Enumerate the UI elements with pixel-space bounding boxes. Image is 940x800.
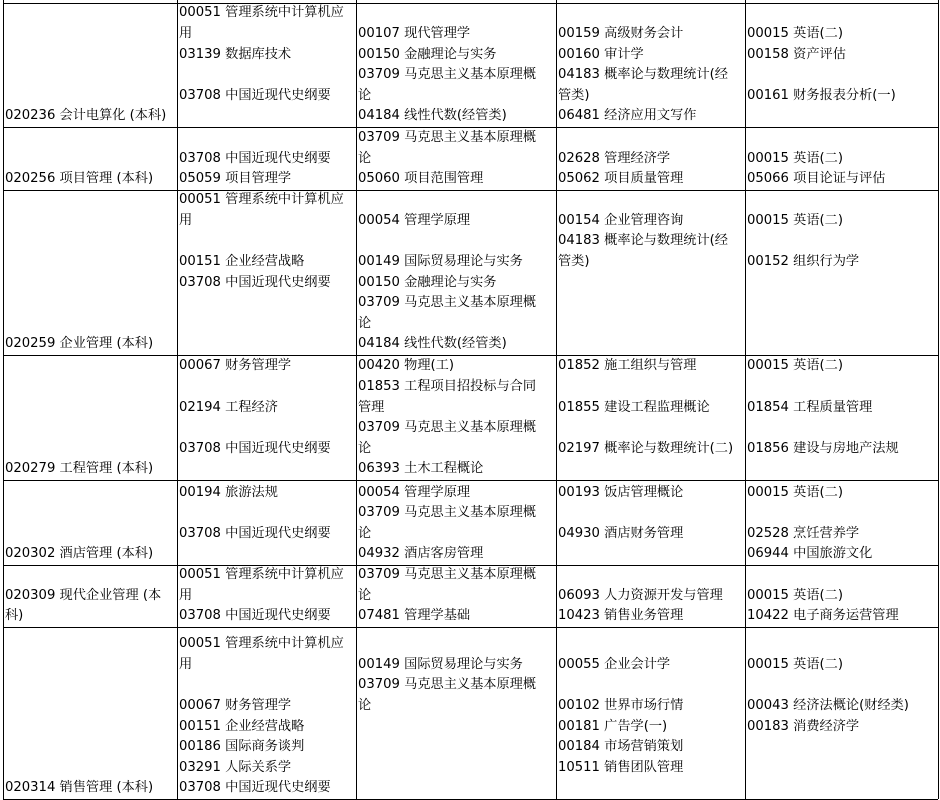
course-line xyxy=(747,777,937,798)
course-line: 05066 项目论证与评估 xyxy=(747,171,886,187)
course-line xyxy=(179,417,355,438)
course-line: 10422 电子商务运营管理 xyxy=(747,608,899,624)
major-cell xyxy=(5,627,176,799)
course-line xyxy=(179,543,355,564)
course-line: 03709 马克思主义基本原理概 xyxy=(358,67,537,83)
major-cell xyxy=(5,3,176,127)
course-line xyxy=(558,458,744,479)
course-line: 论 xyxy=(358,587,372,603)
course-cell xyxy=(358,355,555,480)
course-line xyxy=(179,292,355,313)
course-line: 03708 中国近现代史纲要 xyxy=(179,274,331,290)
course-cell xyxy=(747,127,937,190)
course-line: 10423 销售业务管理 xyxy=(558,608,684,624)
course-line xyxy=(747,376,937,397)
course-line xyxy=(358,777,555,798)
major-name: 020259 企业管理 (本科) xyxy=(5,336,154,352)
course-line: 00161 财务报表分析(一) xyxy=(747,87,896,103)
course-line: 用 xyxy=(179,656,193,672)
course-cell xyxy=(558,127,744,190)
course-line: 论 xyxy=(358,525,372,541)
course-cell xyxy=(179,127,355,190)
course-line xyxy=(358,736,555,757)
course-line: 04183 概率论与数理统计(经 xyxy=(558,233,728,249)
course-line xyxy=(358,230,555,251)
column-border xyxy=(938,0,939,799)
column-border xyxy=(3,0,4,799)
course-line: 00015 英语(二) xyxy=(747,26,843,41)
course-line: 03708 中国近现代史纲要 xyxy=(179,525,331,541)
column-border xyxy=(356,0,357,799)
course-line xyxy=(358,757,555,778)
course-line xyxy=(558,543,744,564)
course-line: 论 xyxy=(358,150,372,166)
course-line: 00159 高级财务会计 xyxy=(558,26,684,41)
course-line xyxy=(747,757,937,778)
major-name: 020302 酒店管理 (本科) xyxy=(5,546,154,562)
course-line: 00054 管理学原理 xyxy=(358,484,471,500)
course-line: 00051 管理系统中计算机应 xyxy=(179,636,344,652)
course-line: 00186 国际商务谈判 xyxy=(179,739,305,755)
course-line: 00194 旅游法规 xyxy=(179,484,278,500)
course-cell xyxy=(358,565,555,627)
course-line: 06481 经济应用文写作 xyxy=(558,108,697,124)
course-line: 05059 项目管理学 xyxy=(179,171,292,187)
course-line: 00015 英语(二) xyxy=(747,484,843,500)
course-line xyxy=(358,716,555,737)
course-line: 01854 工程质量管理 xyxy=(747,399,873,415)
course-cell xyxy=(358,127,555,190)
major-cell xyxy=(5,190,176,355)
course-line: 03708 中国近现代史纲要 xyxy=(179,780,331,796)
course-line xyxy=(558,189,744,210)
course-line xyxy=(747,564,937,585)
course-line: 00151 企业经营战略 xyxy=(179,718,305,734)
course-line: 论 xyxy=(358,698,372,713)
course-line xyxy=(747,674,937,695)
course-line xyxy=(558,777,744,798)
course-cell xyxy=(358,190,555,355)
course-line: 03709 马克思主义基本原理概 xyxy=(358,505,537,521)
course-line: 06393 土木工程概论 xyxy=(358,461,484,477)
course-line xyxy=(747,2,937,23)
course-line: 论 xyxy=(358,315,372,331)
course-line: 00420 物理(工) xyxy=(358,358,454,374)
course-line xyxy=(179,105,355,126)
course-cell xyxy=(558,565,744,627)
course-line: 00183 消费经济学 xyxy=(747,718,860,734)
course-line: 01855 建设工程监理概论 xyxy=(558,399,710,415)
course-line: 05062 项目质量管理 xyxy=(558,171,684,187)
course-line xyxy=(558,376,744,397)
course-line xyxy=(747,292,937,313)
course-line: 06093 人力资源开发与管理 xyxy=(558,587,723,603)
course-line xyxy=(747,458,937,479)
course-line: 02528 烹饪营养学 xyxy=(747,525,860,541)
course-line: 02197 概率论与数理统计(二) xyxy=(558,440,734,456)
course-line: 00151 企业经营战略 xyxy=(179,254,305,269)
course-line xyxy=(747,127,937,148)
course-line xyxy=(358,189,555,210)
major-name: 020309 现代企业管理 (本 xyxy=(5,587,162,603)
course-line: 论 xyxy=(358,87,372,103)
course-cell xyxy=(558,190,744,355)
course-line xyxy=(747,272,937,293)
course-line: 00181 广告学(一) xyxy=(558,718,668,734)
course-cell xyxy=(558,355,744,480)
course-line: 00107 现代管理学 xyxy=(358,26,471,41)
course-line xyxy=(179,313,355,334)
course-line: 00055 企业会计学 xyxy=(558,656,671,672)
course-line: 03709 马克思主义基本原理概 xyxy=(358,420,537,436)
course-line xyxy=(747,633,937,654)
major-name: 020314 销售管理 (本科) xyxy=(5,780,154,796)
course-line xyxy=(558,674,744,695)
course-line: 论 xyxy=(358,440,372,456)
course-line: 用 xyxy=(179,26,193,41)
course-line xyxy=(558,127,744,148)
course-line: 02628 管理经济学 xyxy=(558,150,671,166)
course-line xyxy=(558,2,744,23)
course-line: 03708 中国近现代史纲要 xyxy=(179,440,331,456)
course-line xyxy=(358,633,555,654)
major-cell xyxy=(5,480,176,565)
course-line: 03708 中国近现代史纲要 xyxy=(179,608,331,624)
course-line xyxy=(179,458,355,479)
course-cell xyxy=(747,355,937,480)
course-line: 00043 经济法概论(财经类) xyxy=(747,698,909,713)
course-line: 03709 马克思主义基本原理概 xyxy=(358,677,537,693)
column-border xyxy=(556,0,557,799)
course-cell xyxy=(179,355,355,480)
course-line: 00051 管理系统中计算机应 xyxy=(179,5,344,21)
course-cell xyxy=(179,480,355,565)
course-cell xyxy=(747,627,937,799)
course-line: 用 xyxy=(179,212,193,228)
course-line: 03708 中国近现代史纲要 xyxy=(179,87,331,103)
course-line: 04183 概率论与数理统计(经 xyxy=(558,67,728,83)
course-line xyxy=(747,64,937,85)
course-line xyxy=(558,333,744,354)
course-cell xyxy=(179,190,355,355)
course-line xyxy=(558,292,744,313)
course-line: 01852 施工组织与管理 xyxy=(558,358,697,374)
course-line: 04932 酒店客房管理 xyxy=(358,546,484,562)
course-line: 00015 英语(二) xyxy=(747,150,843,166)
course-line: 00154 企业管理咨询 xyxy=(558,212,684,228)
course-line: 03709 马克思主义基本原理概 xyxy=(358,567,537,583)
course-line: 07481 管理学基础 xyxy=(358,608,471,624)
major-name: 020236 会计电算化 (本科) xyxy=(5,108,167,124)
course-line xyxy=(747,189,937,210)
course-cell xyxy=(179,3,355,127)
course-line: 02194 工程经济 xyxy=(179,399,278,415)
major-cell xyxy=(5,565,176,627)
course-line: 00158 资产评估 xyxy=(747,46,846,62)
course-line: 00150 金融理论与实务 xyxy=(358,274,497,290)
course-line: 00149 国际贸易理论与实务 xyxy=(358,254,523,269)
course-line xyxy=(358,2,555,23)
course-line xyxy=(747,333,937,354)
course-line: 00015 英语(二) xyxy=(747,212,843,228)
course-cell xyxy=(747,565,937,627)
course-line xyxy=(558,564,744,585)
course-line xyxy=(747,417,937,438)
course-line: 04930 酒店财务管理 xyxy=(558,525,684,541)
course-line: 03139 数据库技术 xyxy=(179,46,292,62)
course-line: 00102 世界市场行情 xyxy=(558,698,684,713)
course-line: 00152 组织行为学 xyxy=(747,254,860,269)
course-line: 00051 管理系统中计算机应 xyxy=(179,192,344,208)
course-cell xyxy=(179,565,355,627)
major-name: 020279 工程管理 (本科) xyxy=(5,461,154,477)
course-line xyxy=(179,333,355,354)
course-line: 00067 财务管理学 xyxy=(179,358,292,374)
course-line: 00051 管理系统中计算机应 xyxy=(179,567,344,583)
course-line: 01856 建设与房地产法规 xyxy=(747,440,899,456)
course-cell xyxy=(358,3,555,127)
course-line: 管理 xyxy=(358,399,385,415)
course-line xyxy=(558,633,744,654)
course-line: 00184 市场营销策划 xyxy=(558,739,684,755)
course-line xyxy=(179,230,355,251)
course-line: 00150 金融理论与实务 xyxy=(358,46,497,62)
course-line: 03709 马克思主义基本原理概 xyxy=(358,130,537,146)
major-cell xyxy=(5,127,176,190)
course-line: 管类) xyxy=(558,87,590,103)
course-line: 用 xyxy=(179,587,193,603)
course-line xyxy=(747,313,937,334)
course-cell xyxy=(558,3,744,127)
course-line: 03291 人际关系学 xyxy=(179,759,292,775)
course-line xyxy=(179,127,355,148)
course-line: 00015 英语(二) xyxy=(747,587,843,603)
course-line: 04184 线性代数(经管类) xyxy=(358,336,507,352)
course-line xyxy=(747,736,937,757)
course-line: 00149 国际贸易理论与实务 xyxy=(358,656,523,672)
course-line xyxy=(179,502,355,523)
course-line xyxy=(179,376,355,397)
column-border xyxy=(745,0,746,799)
course-line: 管类) xyxy=(558,254,590,269)
course-cell xyxy=(558,627,744,799)
course-cell xyxy=(747,3,937,127)
course-line xyxy=(747,105,937,126)
course-line: 00054 管理学原理 xyxy=(358,212,471,228)
course-line: 00193 饭店管理概论 xyxy=(558,484,684,500)
course-line xyxy=(558,417,744,438)
course-line: 00160 审计学 xyxy=(558,46,644,62)
major-name: 020256 项目管理 (本科) xyxy=(5,171,154,187)
course-cell xyxy=(747,190,937,355)
course-line xyxy=(179,64,355,85)
course-line xyxy=(747,230,937,251)
major-name: 科) xyxy=(5,608,24,624)
course-cell xyxy=(558,480,744,565)
major-cell xyxy=(5,355,176,480)
course-line: 04184 线性代数(经管类) xyxy=(358,108,507,124)
course-line xyxy=(558,272,744,293)
course-line xyxy=(558,502,744,523)
course-cell xyxy=(747,480,937,565)
course-line: 05060 项目范围管理 xyxy=(358,171,484,187)
course-line: 10511 销售团队管理 xyxy=(558,759,684,775)
course-line: 00015 英语(二) xyxy=(747,656,843,672)
course-line xyxy=(747,502,937,523)
course-line xyxy=(558,313,744,334)
course-line xyxy=(179,674,355,695)
course-line: 03709 马克思主义基本原理概 xyxy=(358,295,537,311)
course-cell xyxy=(358,627,555,799)
course-cell xyxy=(358,480,555,565)
column-border xyxy=(177,0,178,799)
course-line: 00067 财务管理学 xyxy=(179,698,292,713)
course-line: 00015 英语(二) xyxy=(747,358,843,374)
course-line: 03708 中国近现代史纲要 xyxy=(179,150,331,166)
course-line: 01853 工程项目招投标与合同 xyxy=(358,379,537,394)
course-line: 06944 中国旅游文化 xyxy=(747,546,873,562)
course-cell xyxy=(179,627,355,799)
